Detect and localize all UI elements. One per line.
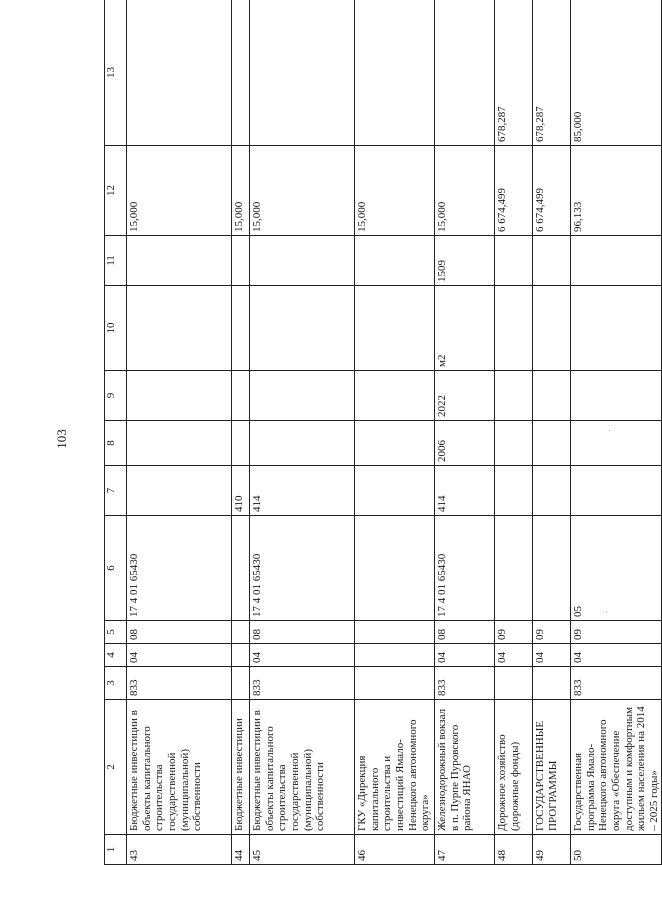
table-cell	[495, 466, 533, 516]
column-header: 7	[105, 466, 127, 516]
table-cell	[127, 466, 232, 516]
table-cell	[232, 667, 250, 700]
table-cell: 08	[435, 621, 495, 644]
column-header: 3	[105, 667, 127, 700]
table-row	[435, 0, 495, 865]
table-cell: 48	[495, 835, 533, 865]
table-cell: 50	[571, 835, 662, 865]
table-cell	[495, 667, 533, 700]
table-cell	[533, 236, 571, 286]
table-row	[495, 0, 533, 865]
column-header: 4	[105, 644, 127, 667]
table-row	[533, 0, 571, 865]
table-cell: Бюджетные инвестиции в объекты капитального строительства государственной (муниципальной) собственности	[250, 700, 355, 835]
table-cell	[571, 421, 662, 466]
column-header: 1	[105, 835, 127, 865]
table-row	[250, 0, 355, 865]
table-cell: 678,287	[533, 0, 571, 146]
table-cell: Железнодорожный вокзал в п. Пурпе Пуровского района ЯНАО	[435, 700, 495, 835]
table-cell: 833	[127, 667, 232, 700]
table-cell	[571, 466, 662, 516]
table-cell	[250, 0, 355, 146]
table-cell: 17 4 01 65430	[435, 516, 495, 621]
table-cell	[495, 371, 533, 421]
table-cell	[355, 0, 435, 146]
table-cell	[232, 0, 250, 146]
table-cell: 678,287	[495, 0, 533, 146]
table-cell: 833	[571, 667, 662, 700]
scan-speck	[606, 612, 607, 613]
table-cell: 04	[533, 644, 571, 667]
table-cell	[250, 286, 355, 371]
table-cell	[355, 421, 435, 466]
table-cell	[495, 516, 533, 621]
table-cell	[250, 236, 355, 286]
table-cell	[355, 466, 435, 516]
table-cell: 04	[495, 644, 533, 667]
table-cell	[232, 644, 250, 667]
table-row	[571, 0, 662, 865]
table-cell: Дорожное хозяйство (дорожные фонды)	[495, 700, 533, 835]
column-header: 6	[105, 516, 127, 621]
table-cell: 08	[127, 621, 232, 644]
table-cell: 04	[127, 644, 232, 667]
table-cell	[232, 621, 250, 644]
table-cell: 6 674,499	[495, 146, 533, 236]
table-cell	[533, 516, 571, 621]
table-cell: 49	[533, 835, 571, 865]
table-cell: 410	[232, 466, 250, 516]
data-table	[104, 0, 662, 865]
table-cell: 17 4 01 65430	[127, 516, 232, 621]
table-cell: 15,000	[232, 146, 250, 236]
table-cell: 6 674,499	[533, 146, 571, 236]
column-header: 12	[105, 146, 127, 236]
table-cell: 17 4 01 65430	[250, 516, 355, 621]
rotated-table-container	[104, 0, 660, 865]
table-cell	[232, 236, 250, 286]
table-cell	[127, 421, 232, 466]
table-cell	[250, 371, 355, 421]
column-header: 8	[105, 421, 127, 466]
table-cell	[533, 466, 571, 516]
table-cell	[127, 286, 232, 371]
table-cell: Государственная программа Ямало-Ненецкого автономного округа «Обеспечение доступным и комфортным жильем населения на 2014 – 2025 годы»	[571, 700, 662, 835]
table-cell: 833	[435, 667, 495, 700]
column-header: 13	[105, 0, 127, 146]
table-cell: 96,133	[571, 146, 662, 236]
table-cell	[232, 421, 250, 466]
table-cell	[250, 421, 355, 466]
table-cell	[232, 371, 250, 421]
table-cell: 08	[250, 621, 355, 644]
table-cell: 85,000	[571, 0, 662, 146]
table-cell: м2	[435, 286, 495, 371]
column-header: 5	[105, 621, 127, 644]
table-cell: Бюджетные инвестиции в объекты капитального строительства государственной (муниципальной) собственности	[127, 700, 232, 835]
table-cell	[127, 0, 232, 146]
table-cell: 15,000	[250, 146, 355, 236]
table-cell	[355, 371, 435, 421]
table-cell: 15,000	[435, 146, 495, 236]
table-cell: 04	[435, 644, 495, 667]
table-cell	[355, 644, 435, 667]
table-cell	[127, 236, 232, 286]
table-cell: 04	[571, 644, 662, 667]
table-cell	[232, 286, 250, 371]
table-cell: 414	[250, 466, 355, 516]
table-cell: ГОСУДАРСТВЕННЫЕ ПРОГРАММЫ	[533, 700, 571, 835]
table-row	[127, 0, 232, 865]
table-cell	[355, 516, 435, 621]
table-header-row	[105, 0, 127, 865]
table-cell: 15,000	[355, 146, 435, 236]
table-cell	[495, 421, 533, 466]
table-cell: 2022	[435, 371, 495, 421]
table-cell: 45	[250, 835, 355, 865]
table-cell: 414	[435, 466, 495, 516]
table-cell	[533, 371, 571, 421]
table-cell	[571, 236, 662, 286]
table-cell: 43	[127, 835, 232, 865]
table-cell	[533, 286, 571, 371]
column-header: 11	[105, 236, 127, 286]
table-cell: 47	[435, 835, 495, 865]
table-cell	[355, 667, 435, 700]
table-cell	[127, 371, 232, 421]
table-cell	[571, 371, 662, 421]
table-row	[232, 0, 250, 865]
table-cell: ГКУ «Дирекция капитального строительства и инвестиций Ямало-Ненецкого автономного округа»	[355, 700, 435, 835]
page-number: 103	[54, 429, 69, 449]
table-cell: 04	[250, 644, 355, 667]
table-cell	[495, 236, 533, 286]
table-cell	[355, 286, 435, 371]
table-cell	[355, 621, 435, 644]
table-cell	[533, 421, 571, 466]
table-cell	[495, 286, 533, 371]
table-cell: 09	[571, 621, 662, 644]
table-cell	[355, 236, 435, 286]
table-cell	[571, 286, 662, 371]
table-cell	[533, 667, 571, 700]
table-cell: 1509	[435, 236, 495, 286]
column-header: 2	[105, 700, 127, 835]
table-cell	[232, 516, 250, 621]
scan-speck	[609, 430, 610, 431]
column-header: 10	[105, 286, 127, 371]
table-cell: 833	[250, 667, 355, 700]
table-row	[355, 0, 435, 865]
table-cell: 46	[355, 835, 435, 865]
table-cell: 05	[571, 516, 662, 621]
column-header: 9	[105, 371, 127, 421]
table-cell: 09	[533, 621, 571, 644]
table-cell: 44	[232, 835, 250, 865]
table-cell: 15,000	[127, 146, 232, 236]
table-cell: 2006	[435, 421, 495, 466]
table-cell	[435, 0, 495, 146]
table-cell: 09	[495, 621, 533, 644]
table-cell: Бюджетные инвестиции	[232, 700, 250, 835]
